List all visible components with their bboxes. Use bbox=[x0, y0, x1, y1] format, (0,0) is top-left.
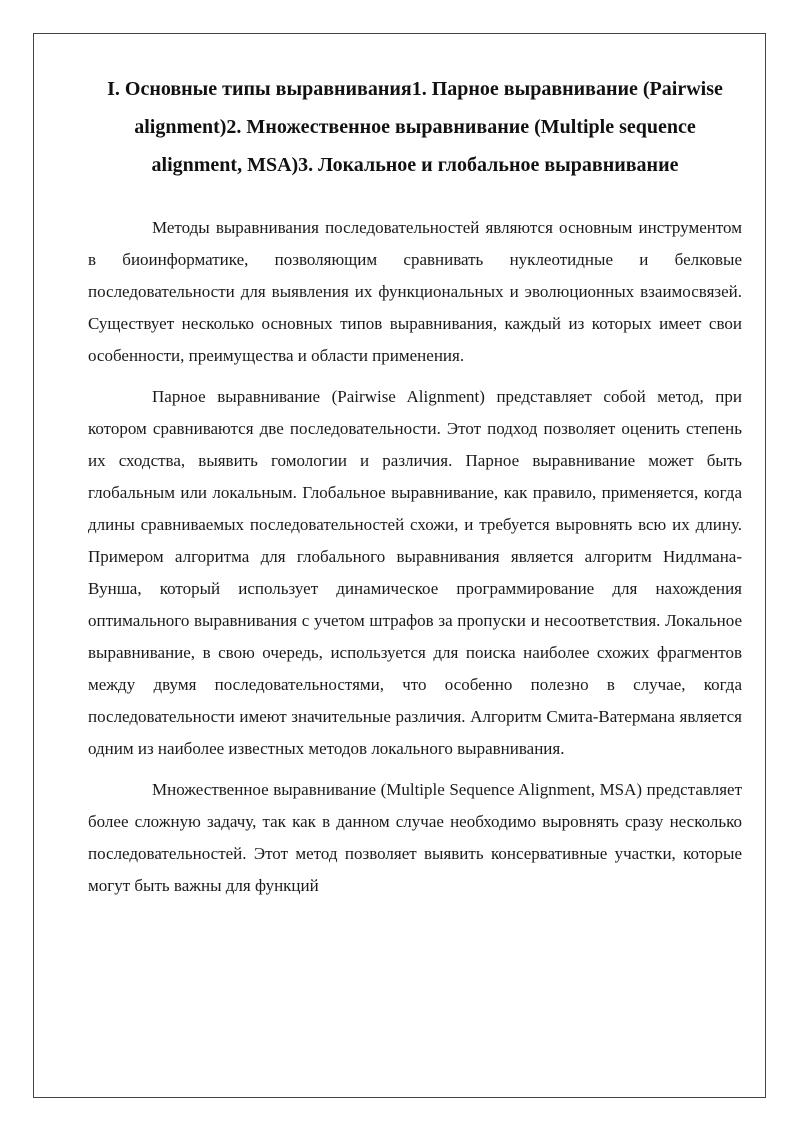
document-body bbox=[88, 70, 742, 911]
section-heading: I. Основные типы выравнивания1. Парное выравнивание (Pairwise alignment)2. Множественное выравнивание (Multiple sequence alignment, MSA)3. Локальное и глобальное выравнивание bbox=[107, 78, 723, 176]
paragraph-pairwise: Парное выравнивание (Pairwise Alignment) представляет собой метод, при котором сравниваются две последовательности. Этот подход позволяет оценить степень их сходства, выявить гомологии и различия. Парное выравнивание может быть глобальным или локальным. Глобальное выравнивание, как правило, применяется, когда длины сравниваемых последовательностей схожи, и требуется выровнять всю их длину. Примером алгоритма для глобального выравнивания является алгоритм Нидлмана-Вунша, который использует динамическое программирование для нахождения оптимального выравнивания с учетом штрафов за пропуски и несоответствия. Локальное выравнивание, в свою очередь, используется для поиска наиболее схожих фрагментов между двумя последовательностями, что особенно полезно в случае, когда последовательности имеют значительные различия. Алгоритм Смита-Ватермана является одним из наиболее известных методов локального выравнивания. bbox=[88, 387, 742, 758]
paragraph-intro: Методы выравнивания последовательностей являются основным инструментом в биоинформатике, позволяющим сравнивать нуклеотидные и белковые последовательности для выявления их функциональных и эволюционных взаимосвязей. Существует несколько основных типов выравнивания, каждый из которых имеет свои особенности, преимущества и области применения. bbox=[88, 218, 742, 365]
paragraph-msa: Множественное выравнивание (Multiple Sequence Alignment, MSA) представляет более сложную задачу, так как в данном случае необходимо выровнять сразу несколько последовательностей. Этот метод позволяет выявить консервативные участки, которые могут быть важны для функций bbox=[88, 780, 742, 895]
